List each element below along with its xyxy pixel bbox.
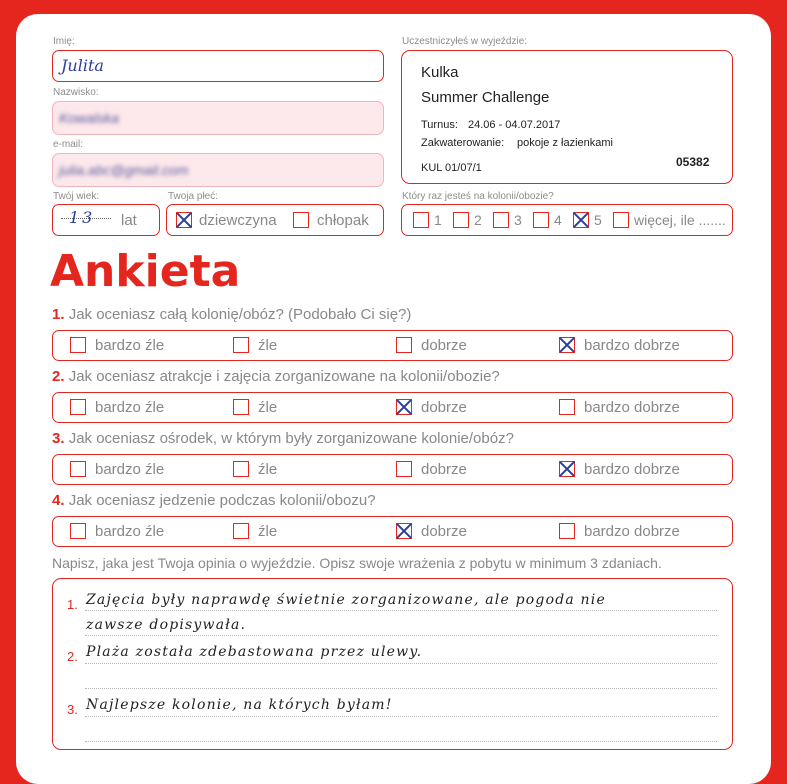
answer-line [85,635,717,636]
q4-option-2-checkbox[interactable] [233,523,249,539]
question-3-number: 3. [52,430,65,447]
question-1-number: 1. [52,306,65,323]
answer-line [85,741,717,742]
surname-value: Kowalska [59,110,119,126]
q2-option-4-checkbox[interactable] [559,399,575,415]
age-field[interactable] [52,204,160,236]
accommodation-value: pokoje z łazienkami [517,137,613,149]
q3-option-4-checkbox[interactable] [559,461,575,477]
question-3 [52,430,514,447]
q2-option-1-checkbox[interactable] [70,399,86,415]
q4-option-3-checkbox[interactable] [396,523,412,539]
age-unit: lat [121,212,137,229]
visit-4-label: 4 [554,212,562,228]
camp-number: 05382 [676,155,710,169]
gender-male-label: chłopak [317,212,369,229]
q3-option-2-checkbox[interactable] [233,461,249,477]
question-3-text: Jak oceniasz ośrodek, w którym były zorganizowane kolonie/obóz? [68,430,514,447]
q2-option-3-checkbox[interactable] [396,399,412,415]
question-2-options [52,392,733,423]
turnus-value: 24.06 - 04.07.2017 [468,119,561,131]
age-value: 13 [69,208,96,227]
q3-option-3-label: dobrze [421,461,467,478]
q3-option-1-label: bardzo źle [95,461,165,478]
q1-option-1-checkbox[interactable] [70,337,86,353]
q2-option-4-label: bardzo dobrze [584,399,680,416]
q2-option-2-label: źle [258,399,278,416]
q3-option-1-checkbox[interactable] [70,461,86,477]
name-label: Imię: [53,36,75,47]
camp-program: Summer Challenge [421,89,550,106]
q1-option-2-label: źle [258,337,278,354]
q1-option-2-checkbox[interactable] [233,337,249,353]
question-4-text: Jak oceniasz jedzenie podczas kolonii/obozu? [68,492,376,509]
q4-option-1-label: bardzo źle [95,523,165,540]
q4-option-2-label: źle [258,523,278,540]
visit-field [401,204,733,236]
q3-option-2-label: źle [258,461,278,478]
q3-option-3-checkbox[interactable] [396,461,412,477]
email-field[interactable] [52,153,384,187]
answer-1-text: Zajęcia były naprawdę świetnie zorganizowane, ale pogoda nie [86,592,606,608]
camp-name: Kulka [421,64,459,81]
visit-more-checkbox[interactable] [613,212,629,228]
survey-title: Ankieta [50,246,241,297]
q2-option-1-label: bardzo źle [95,399,165,416]
email-label: e-mail: [53,139,84,150]
name-value: Julita [61,56,104,75]
visit-3-label: 3 [514,212,522,228]
visit-2-label: 2 [474,212,482,228]
opinion-textarea[interactable] [52,578,733,750]
answer-line [85,610,717,611]
gender-field [166,204,384,236]
answer-line [85,663,717,664]
gender-female-label: dziewczyna [199,212,277,229]
visit-1-checkbox[interactable] [413,212,429,228]
gender-label: Twoja płeć: [168,191,219,202]
visit-label: Który raz jesteś na kolonii/obozie? [402,191,554,202]
visit-2-checkbox[interactable] [453,212,469,228]
visit-1-label: 1 [434,212,442,228]
q4-option-1-checkbox[interactable] [70,523,86,539]
gender-female-checkbox[interactable] [176,212,192,228]
question-3-options [52,454,733,485]
question-2 [52,368,500,385]
q1-option-4-label: bardzo dobrze [584,337,680,354]
q4-option-4-label: bardzo dobrze [584,523,680,540]
question-2-number: 2. [52,368,65,385]
answer-1-number: 1. [67,597,78,612]
name-field[interactable] [52,50,384,82]
question-4 [52,492,376,509]
q4-option-4-checkbox[interactable] [559,523,575,539]
q4-option-3-label: dobrze [421,523,467,540]
visit-3-checkbox[interactable] [493,212,509,228]
visit-5-label: 5 [594,212,602,228]
question-1-text: Jak oceniasz całą kolonię/obóz? (Podobało Ci się?) [68,306,412,323]
q2-option-3-label: dobrze [421,399,467,416]
trip-label: Uczestniczyłeś w wyjeździe: [402,36,528,47]
answer-line [85,716,717,717]
q2-option-2-checkbox[interactable] [233,399,249,415]
q1-option-4-checkbox[interactable] [559,337,575,353]
turnus-label: Turnus: [421,119,458,131]
question-2-text: Jak oceniasz atrakcje i zajęcia zorganizowane na kolonii/obozie? [68,368,500,385]
q1-option-1-label: bardzo źle [95,337,165,354]
accommodation-label: Zakwaterowanie: [421,137,505,149]
answer-1-continued: zawsze dopisywała. [86,617,247,633]
visit-more-label: więcej, ile ....... [634,212,726,228]
answer-3-text: Najlepsze kolonie, na których byłam! [86,697,393,713]
answer-line [85,688,717,689]
q1-option-3-label: dobrze [421,337,467,354]
q1-option-3-checkbox[interactable] [396,337,412,353]
surname-label: Nazwisko: [53,87,99,98]
answer-3-number: 3. [67,702,78,717]
camp-info-box [401,50,733,184]
question-4-options [52,516,733,547]
opinion-prompt: Napisz, jaka jest Twoja opinia o wyjeździe. Opisz swoje wrażenia z pobytu w minimum 3 zdaniach. [52,555,662,571]
question-1 [52,306,411,323]
answer-2-number: 2. [67,649,78,664]
email-value: julia.abc@gmail.com [59,162,189,178]
visit-4-checkbox[interactable] [533,212,549,228]
age-label: Twój wiek: [53,191,100,202]
answer-2-text: Plaża została zdebastowana przez ulewy. [86,644,423,660]
q3-option-4-label: bardzo dobrze [584,461,680,478]
gender-male-checkbox[interactable] [293,212,309,228]
question-1-options [52,330,733,361]
surname-field[interactable] [52,101,384,135]
camp-code: KUL 01/07/1 [421,162,482,174]
visit-5-checkbox[interactable] [573,212,589,228]
question-4-number: 4. [52,492,65,509]
